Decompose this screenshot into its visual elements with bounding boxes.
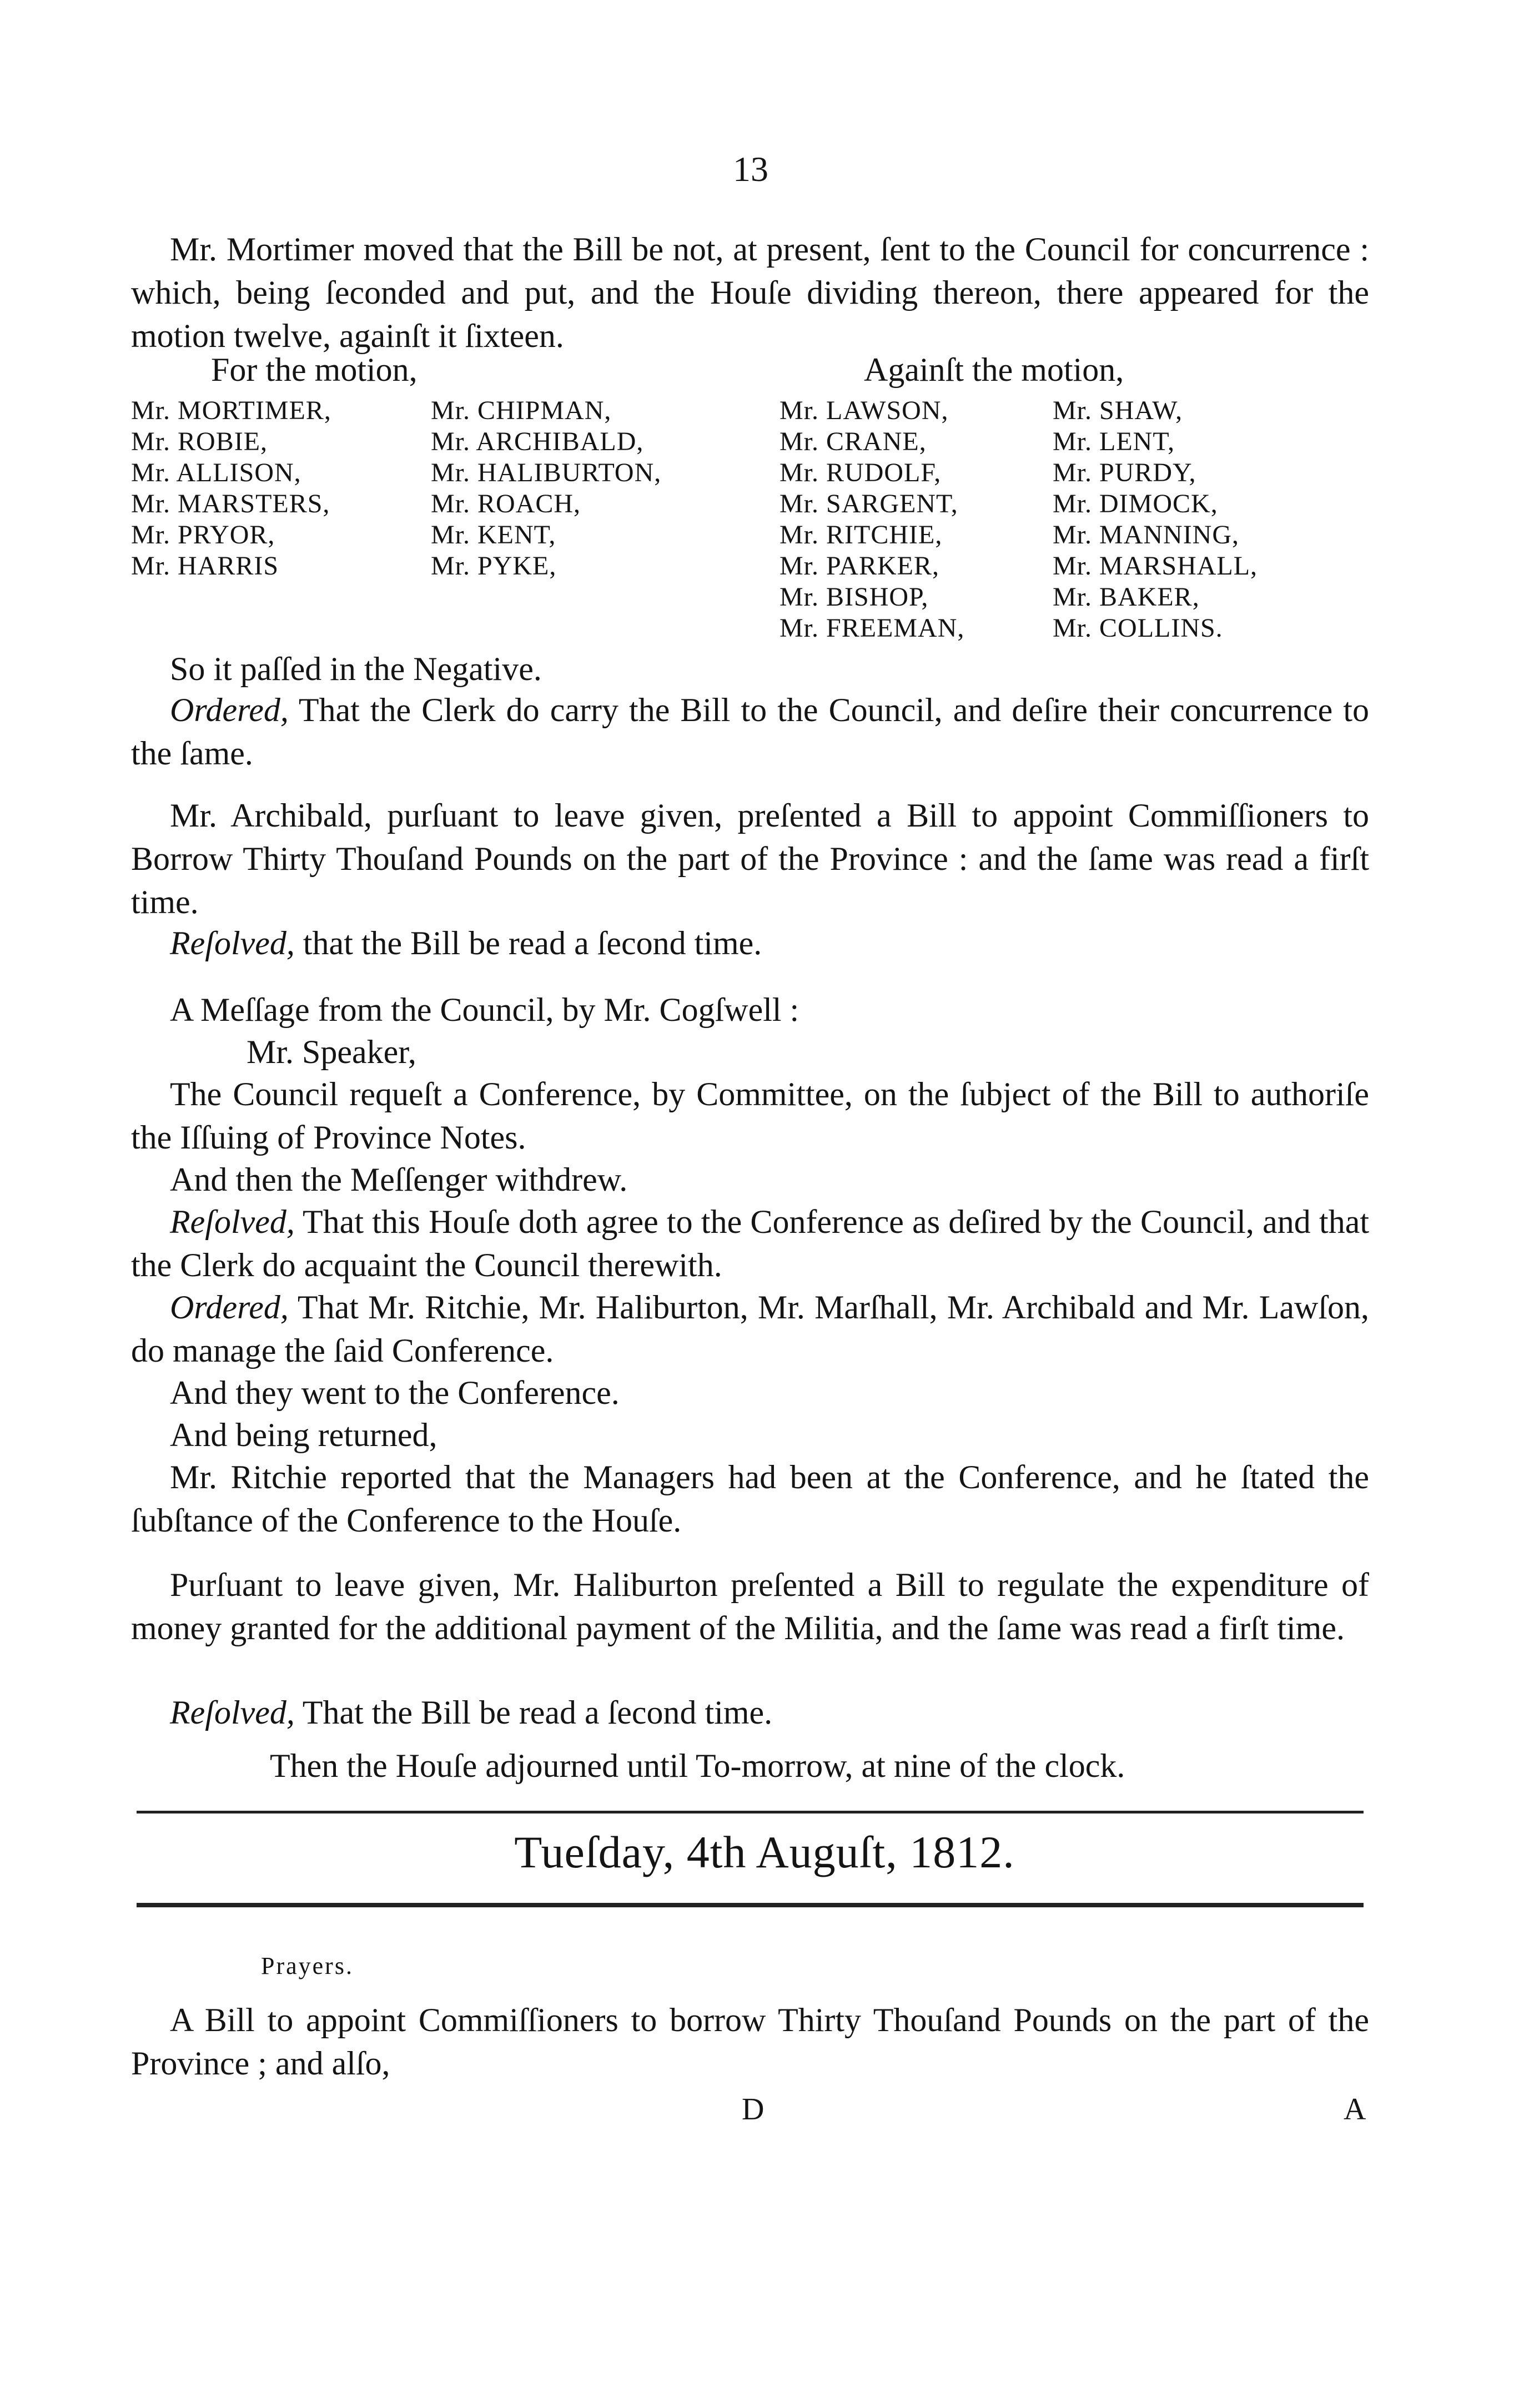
voter-name: Mr. PARKER,	[779, 551, 939, 581]
voter-name: Mr. KENT,	[431, 520, 556, 550]
voter-name: Mr. HARRIS	[131, 551, 279, 581]
voter-name: Mr. LAWSON,	[779, 396, 949, 425]
division-intro: Mr. Mortimer moved that the Bill be not, at present, ſent to the Council for concurrence : which, being ſeconded and put, and the Houſe dividing thereon, there appeared for the motion twelve, againſt it ſixteen.	[131, 231, 1369, 354]
voter-name: Mr. SARGENT,	[779, 489, 958, 518]
ordered-managers: Ordered, That Mr. Ritchie, Mr. Haliburton, Mr. Marſhall, Mr. Archibald and Mr. Lawſon, do manage the ſaid Conference.	[131, 1289, 1369, 1369]
resolved-second-reading: Reſolved, that the Bill be read a ſecond time.	[170, 925, 762, 961]
voter-name: Mr. ALLISON,	[131, 458, 301, 487]
voter-name: Mr. COLLINS.	[1053, 613, 1223, 643]
catchword: A	[1344, 2092, 1366, 2127]
bill-appoint-commissioners: A Bill to appoint Commiſſioners to borrow Thirty Thouſand Pounds on the part of the Province ; and alſo,	[131, 2002, 1369, 2082]
resolved-second-reading-militia: Reſolved, That the Bill be read a ſecond time.	[170, 1694, 773, 1731]
resolved-conference: Reſolved, That this Houſe doth agree to the Conference as deſired by the Council, and that the Clerk do acquaint the Council therewith.	[131, 1203, 1369, 1283]
ordered-carry-bill: Ordered, That the Clerk do carry the Bill to the Council, and deſire their concurrence to the ſame.	[131, 692, 1369, 772]
divider-rule-bottom	[137, 1903, 1364, 1907]
council-request: The Council requeſt a Conference, by Committee, on the ſubject of the Bill to authoriſe the Iſſuing of Province Notes.	[131, 1076, 1369, 1156]
being-returned: And being returned,	[170, 1417, 437, 1453]
went-to-conference: And they went to the Conference.	[170, 1374, 620, 1411]
adjournment: Then the Houſe adjourned until To-morrow, at nine of the clock.	[270, 1747, 1125, 1784]
ordered-label: Ordered,	[170, 692, 289, 728]
date-heading: Tueſday, 4th Auguſt, 1812.	[514, 1827, 1015, 1877]
voter-name: Mr. MARSTERS,	[131, 489, 330, 518]
signature-mark: D	[742, 2092, 764, 2127]
archibald-bill-paragraph: Mr. Archibald, purſuant to leave given, preſented a Bill to appoint Commiſſioners to Borrow Thirty Thouſand Pounds on the part of the Province : and the ſame was read a firſt time.	[131, 797, 1369, 920]
voter-name: Mr. ROBIE,	[131, 427, 268, 456]
voter-name: Mr. BAKER,	[1053, 582, 1200, 612]
resolved-label: Reſolved,	[170, 1694, 295, 1731]
voter-name: Mr. HALIBURTON,	[431, 458, 662, 487]
voter-name: Mr. BISHOP,	[779, 582, 929, 612]
voter-name: Mr. FREEMAN,	[779, 613, 965, 643]
voter-name: Mr. RUDOLF,	[779, 458, 942, 487]
speaker-address: Mr. Speaker,	[247, 1034, 416, 1070]
voter-name: Mr. SHAW,	[1053, 396, 1183, 425]
voter-name: Mr. MARSHALL,	[1053, 551, 1258, 581]
for-heading: For the motion,	[211, 351, 418, 388]
voter-name: Mr. MORTIMER,	[131, 396, 331, 425]
passed-negative: So it paſſed in the Negative.	[170, 651, 542, 687]
council-message-intro: A Meſſage from the Council, by Mr. Cogſwell :	[170, 991, 799, 1028]
ordered-label: Ordered,	[170, 1289, 289, 1326]
voter-name: Mr. PRYOR,	[131, 520, 275, 550]
voter-name: Mr. ARCHIBALD,	[431, 427, 644, 456]
for-column-2	[431, 395, 661, 582]
ritchie-report: Mr. Ritchie reported that the Managers had been at the Conference, and he ſtated the ſubſtance of the Conference to the Houſe.	[131, 1459, 1369, 1539]
voter-name: Mr. LENT,	[1053, 427, 1175, 456]
resolved-label: Reſolved,	[170, 1203, 295, 1240]
haliburton-bill-paragraph: Purſuant to leave given, Mr. Haliburton preſented a Bill to regulate the expenditure of money granted for the additional payment of the Militia, and the ſame was read a firſt time.	[131, 1566, 1369, 1646]
voter-name: Mr. DIMOCK,	[1053, 489, 1218, 518]
voter-name: Mr. PYKE,	[431, 551, 557, 581]
voter-name: Mr. RITCHIE,	[779, 520, 943, 550]
against-column-2	[1053, 395, 1258, 644]
divider-rule-top	[137, 1811, 1364, 1813]
voter-name: Mr. PURDY,	[1053, 458, 1196, 487]
page-number: 13	[733, 149, 768, 189]
against-column-1	[779, 395, 964, 644]
for-column-1	[131, 395, 331, 582]
prayers-heading: Prayers.	[261, 1952, 354, 1979]
voter-name: Mr. MANNING,	[1053, 520, 1239, 550]
against-heading: Againſt the motion,	[864, 351, 1124, 388]
voter-name: Mr. ROACH,	[431, 489, 581, 518]
voter-name: Mr. CHIPMAN,	[431, 396, 612, 425]
voter-name: Mr. CRANE,	[779, 427, 927, 456]
messenger-withdrew: And then the Meſſenger withdrew.	[170, 1161, 628, 1198]
resolved-label: Reſolved,	[170, 925, 295, 961]
